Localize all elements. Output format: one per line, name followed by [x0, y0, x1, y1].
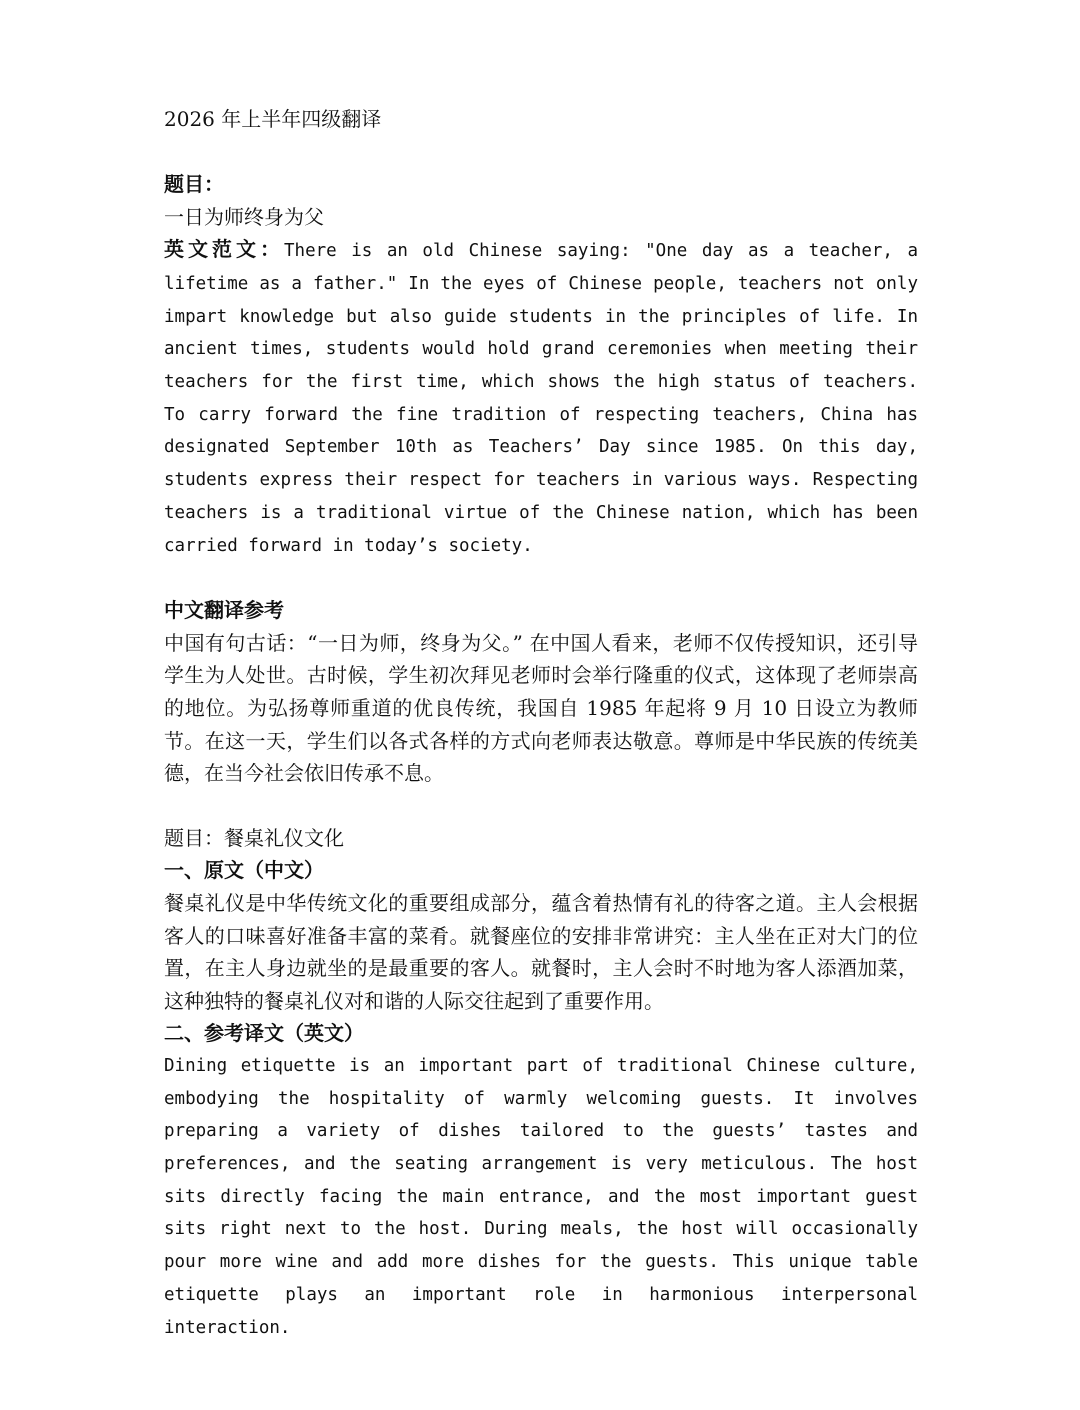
- section1-topic: 一日为师终身为父: [164, 204, 324, 229]
- section1-english-text: There is an old Chinese saying: "One day as a teacher, a lifetime as a father." In the eyes of Chinese people, teachers not only impart knowledge but also guide students in the principles of life. In ancient times, students would hold grand ceremonies when meeting their teachers for the first time, which shows the high status of teachers. To carry forward the fine tradition of respecting teachers, China has designated September 10th as Teachers’ Day since 1985. On this day, students express their respect for teachers in various ways. Respecting teachers is a traditional virtue of the Chinese nation, which has been carried forward in today’s society.: [164, 241, 918, 556]
- section1-english-lead: 英文范文：: [164, 237, 284, 262]
- section2-topic: 题目：餐桌礼仪文化: [164, 825, 344, 850]
- document-page: [164, 103, 918, 1344]
- spacer: [164, 562, 918, 594]
- section1-chinese-text: 中国有句古话：“一日为师，终身为父。” 在中国人看来，老师不仅传授知识，还引导学生为人处世。古时候，学生初次拜见老师时会举行隆重的仪式，这体现了老师崇高的地位。为弘扬尊师重道的优良传统，我国自 1985 年起将 9 月 10 日设立为教师节。在这一天，学生们以各式各样的方式向老师表达敬意。尊师是中华民族的传统美德，在当今社会依旧传承不息。: [164, 630, 918, 786]
- section1-label: 题目：: [164, 172, 224, 196]
- section2-translation-heading: 二、参考译文（英文）: [164, 1021, 364, 1046]
- section1-chinese-heading: 中文翻译参考: [164, 598, 284, 623]
- section2-original-text: 餐桌礼仪是中华传统文化的重要组成部分，蕴含着热情有礼的待客之道。主人会根据客人的口味喜好准备丰富的菜肴。就餐座位的安排非常讲究：主人坐在正对大门的位置，在主人身边就坐的是最重要的客人。就餐时，主人会时不时地为客人添酒加菜，这种独特的餐桌礼仪对和谐的人际交往起到了重要作用。: [164, 890, 918, 1013]
- spacer: [164, 135, 918, 168]
- section2-original-heading: 一、原文（中文）: [164, 858, 324, 883]
- section-dining-etiquette: [164, 822, 918, 1344]
- document-title: 2026 年上半年四级翻译: [164, 107, 382, 131]
- spacer: [164, 790, 918, 822]
- section2-translation-text: Dining etiquette is an important part of traditional Chinese culture, embodying the hospitality of warmly welcoming guests. It involves preparing a variety of dishes tailored to the guests’ tastes and preferences, and the seating arrangement is very meticulous. The host sits directly facing the main entrance, and the most important guest sits right next to the host. During meals, the host will occasionally pour more wine and add more dishes for the guests. This unique table etiquette plays an important role in harmonious interpersonal interaction.: [164, 1055, 918, 1338]
- section1-english-paragraph: [164, 233, 918, 562]
- section-teacher-father: [164, 168, 918, 790]
